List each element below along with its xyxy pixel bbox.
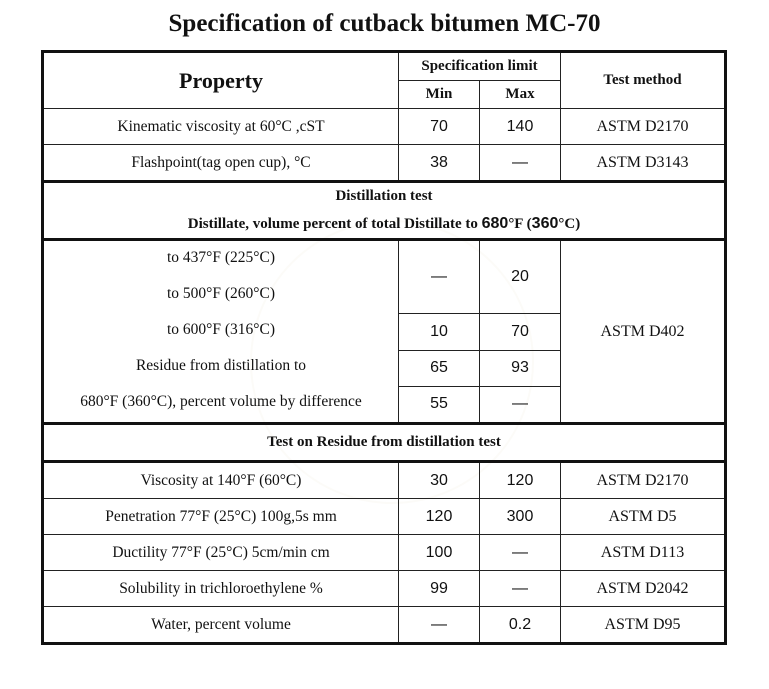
dist-min-4: 55	[399, 386, 480, 423]
table-row	[43, 607, 726, 644]
residue-heading: Test on Residue from distillation test	[43, 424, 726, 462]
row-method: ASTM D2042	[561, 571, 726, 607]
header-row	[43, 52, 726, 81]
dist-max-1: 20	[480, 240, 561, 314]
spec-table	[41, 50, 727, 645]
row-max: —	[480, 571, 561, 607]
dist-method: ASTM D402	[561, 240, 726, 424]
row-max: 120	[480, 462, 561, 499]
table-row	[43, 571, 726, 607]
row-method: ASTM D2170	[561, 462, 726, 499]
row-min: 70	[399, 109, 480, 145]
row-property: Kinematic viscosity at 60°C ,cST	[43, 109, 399, 145]
dist-min-2: 10	[399, 314, 480, 350]
row-property: Penetration 77°F (25°C) 100g,5s mm	[43, 499, 399, 535]
table-row	[43, 535, 726, 571]
subheading-680: 680	[481, 215, 509, 232]
row-min: 99	[399, 571, 480, 607]
row-max: —	[480, 535, 561, 571]
subheading-text: Distillate, volume percent of total Distillate to	[187, 216, 482, 232]
row-property: Water, percent volume	[43, 607, 399, 644]
distillation-heading: Distillation test	[335, 188, 433, 204]
dist-line-437: to 437°F (225°C)	[167, 249, 275, 266]
header-property: Property	[43, 52, 399, 109]
row-min: —	[399, 607, 480, 644]
dist-max-2: 70	[480, 314, 561, 350]
dist-min-1: —	[399, 240, 480, 314]
dist-line-600: to 600°F (316°C)	[167, 321, 275, 338]
dist-line-680: 680°F (360°C), percent volume by difference	[80, 393, 362, 410]
row-method: ASTM D5	[561, 499, 726, 535]
header-test-method: Test method	[561, 52, 726, 109]
dist-min-3: 65	[399, 350, 480, 386]
table-row	[43, 109, 726, 145]
row-min: 120	[399, 499, 480, 535]
dist-max-4: —	[480, 386, 561, 423]
row-max: 0.2	[480, 607, 561, 644]
row-method: ASTM D2170	[561, 109, 726, 145]
page-title: Specification of cutback bitumen MC-70	[168, 10, 601, 37]
subheading-unit-f: °F (	[508, 216, 532, 232]
row-max: 140	[480, 109, 561, 145]
row-method: ASTM D3143	[561, 145, 726, 182]
row-max: —	[480, 145, 561, 182]
section-distillation	[43, 182, 726, 240]
row-min: 38	[399, 145, 480, 182]
row-min: 100	[399, 535, 480, 571]
header-max: Max	[480, 81, 561, 109]
row-method: ASTM D95	[561, 607, 726, 644]
dist-line-500: to 500°F (260°C)	[167, 285, 275, 302]
row-method: ASTM D113	[561, 535, 726, 571]
dist-max-3: 93	[480, 350, 561, 386]
header-min: Min	[399, 81, 480, 109]
row-property: Flashpoint(tag open cup), °C	[43, 145, 399, 182]
row-property: Solubility in trichloroethylene %	[43, 571, 399, 607]
row-property: Ductility 77°F (25°C) 5cm/min cm	[43, 535, 399, 571]
distillation-row	[43, 240, 726, 314]
table-row	[43, 462, 726, 499]
subheading-unit-c: °C)	[558, 216, 581, 232]
section-residue	[43, 424, 726, 462]
table-row	[43, 145, 726, 182]
row-min: 30	[399, 462, 480, 499]
row-max: 300	[480, 499, 561, 535]
table-row	[43, 499, 726, 535]
header-spec-limit: Specification limit	[399, 52, 561, 81]
distillation-subheading	[44, 210, 724, 238]
dist-line-residue: Residue from distillation to	[135, 357, 307, 374]
subheading-360: 360	[531, 215, 559, 232]
row-property: Viscosity at 140°F (60°C)	[43, 462, 399, 499]
distillation-properties	[43, 240, 399, 424]
